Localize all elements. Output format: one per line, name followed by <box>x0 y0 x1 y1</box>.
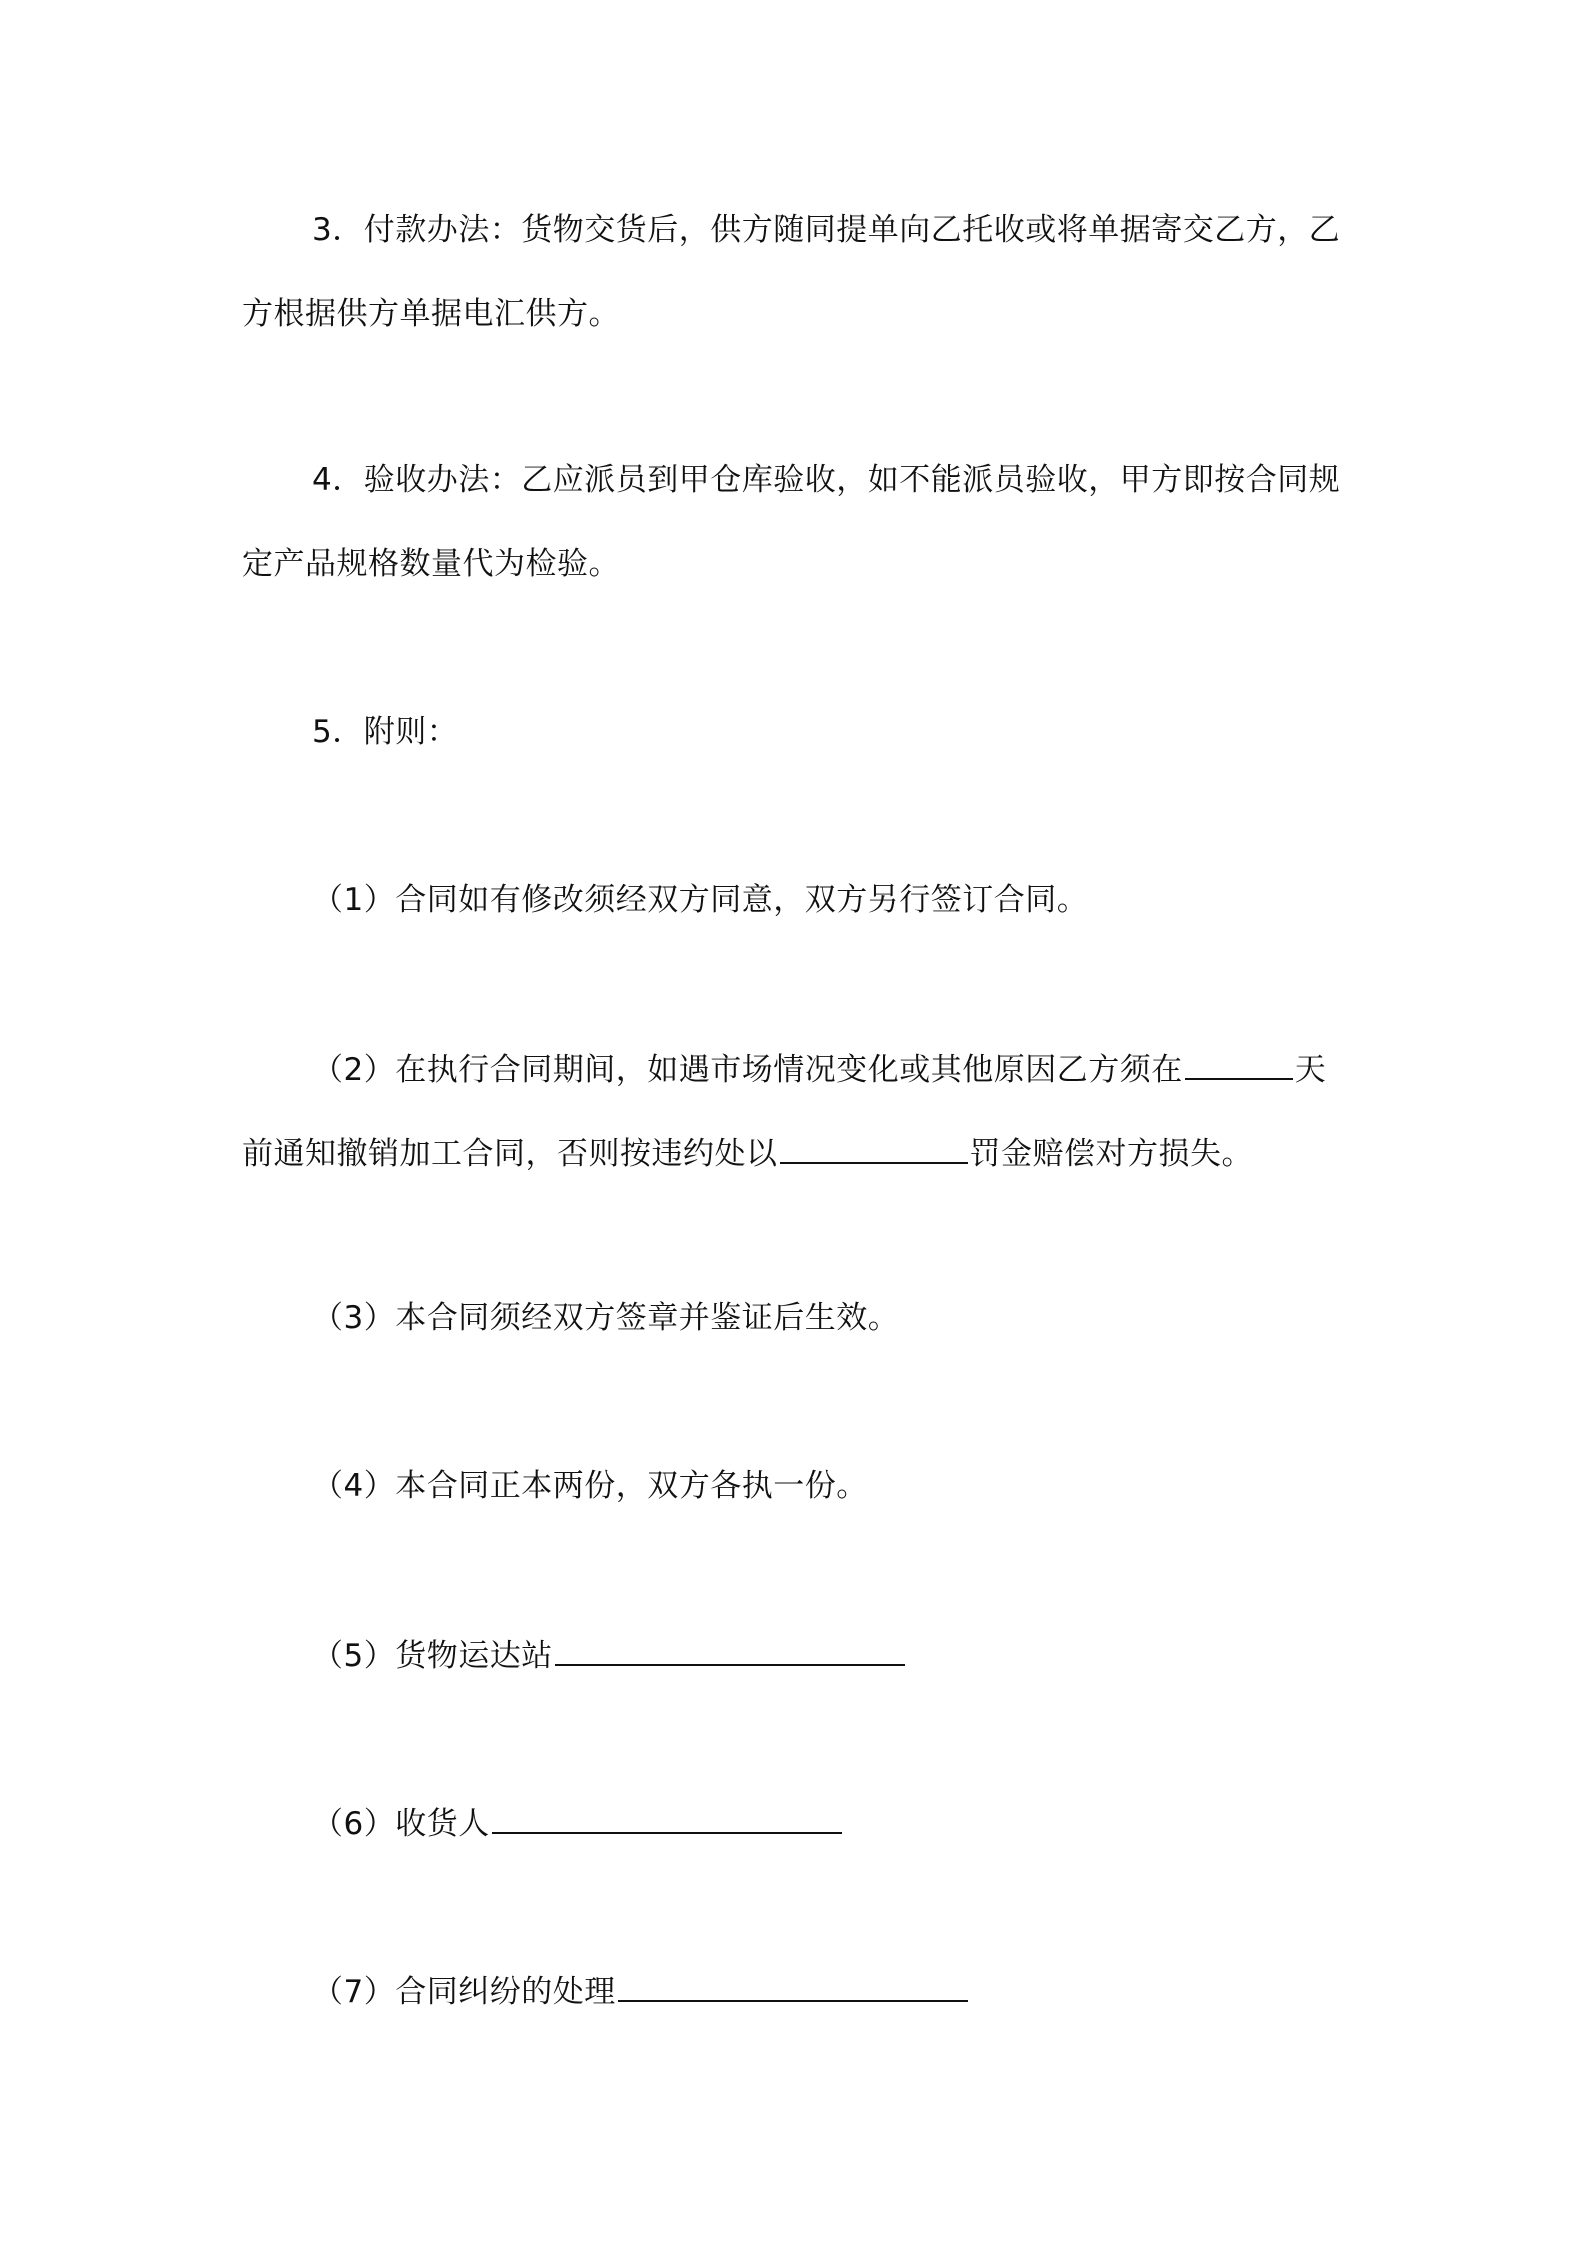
item-2-text-a: （2）在执行合同期间，如遇市场情况变化或其他原因乙方须在 <box>312 1052 1183 1088</box>
consignee-blank <box>492 1802 842 1834</box>
clause-5-item-4: （4）本合同正本两份，双方各执一份。 <box>312 1468 868 1504</box>
destination-blank <box>555 1634 905 1666</box>
penalty-blank <box>780 1132 968 1164</box>
item-2-text-b: 天 <box>1294 1052 1327 1088</box>
clause-5-heading: 5．附则： <box>312 714 459 750</box>
clause-4-line-1: 4．验收办法：乙应派员到甲仓库验收，如不能派员验收，甲方即按合同规 <box>312 462 1341 498</box>
item-2-text-c: 前通知撤销加工合同，否则按违约处以 <box>242 1136 778 1172</box>
clause-5-item-1: （1）合同如有修改须经双方同意，双方另行签订合同。 <box>312 882 1089 918</box>
clause-4-line-2: 定产品规格数量代为检验。 <box>242 546 620 582</box>
item-2-text-d: 罚金赔偿对方损失。 <box>969 1136 1253 1172</box>
destination-label: （5）货物运达站 <box>312 1638 553 1674</box>
clause-5-item-2-line-1 <box>312 1048 1442 1090</box>
clause-5-item-3: （3）本合同须经双方签章并鉴证后生效。 <box>312 1300 900 1336</box>
clause-5-item-6 <box>312 1802 1442 1844</box>
clause-3-line-1: 3．付款办法：货物交货后，供方随同提单向乙托收或将单据寄交乙方，乙 <box>312 212 1341 248</box>
days-blank <box>1185 1048 1293 1080</box>
dispute-label: （7）合同纠纷的处理 <box>312 1974 616 2010</box>
clause-5-item-5 <box>312 1634 1442 1676</box>
clause-3-line-2: 方根据供方单据电汇供方。 <box>242 296 620 332</box>
clause-5-item-2-line-2 <box>242 1132 1372 1174</box>
consignee-label: （6）收货人 <box>312 1806 490 1842</box>
dispute-blank <box>618 1970 968 2002</box>
clause-5-item-7 <box>312 1970 1442 2012</box>
